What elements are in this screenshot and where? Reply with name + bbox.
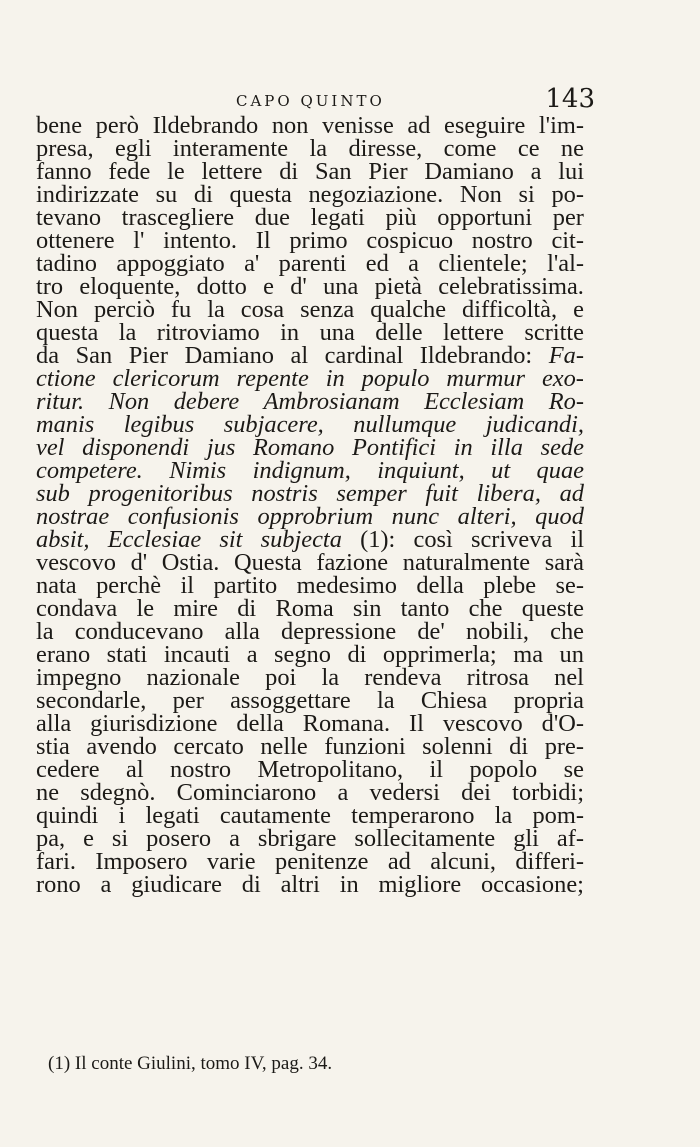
word: judicandi, <box>485 411 584 438</box>
word: popolo <box>469 756 538 783</box>
word: ad <box>407 112 431 139</box>
word: due <box>254 204 290 231</box>
text-line <box>36 413 584 436</box>
word: Cominciarono <box>176 779 317 806</box>
word: trascegliere <box>121 204 235 231</box>
word: clientele; <box>438 250 528 277</box>
word: fanno <box>36 158 92 185</box>
word: di <box>279 158 299 185</box>
word: sub <box>36 480 70 507</box>
word: (1): <box>360 526 396 553</box>
word: tadino <box>36 250 97 277</box>
word: questa <box>229 181 292 208</box>
word: d' <box>290 273 307 300</box>
word: populo <box>361 365 430 392</box>
word: difficoltà, <box>462 296 558 323</box>
word: fari. <box>36 848 76 875</box>
word: Non <box>459 181 502 208</box>
word: ottenere <box>36 227 115 254</box>
word: dei <box>461 779 491 806</box>
word: posero <box>146 825 212 852</box>
word: a <box>246 641 258 668</box>
word: alteri, <box>457 503 517 530</box>
word: e <box>573 296 584 323</box>
word: Ostia. <box>161 549 220 576</box>
word: tro <box>36 273 64 300</box>
text-line <box>36 781 584 804</box>
word: repente <box>236 365 309 392</box>
text-line <box>36 183 584 206</box>
word: al <box>126 756 144 783</box>
word: pietà <box>374 273 422 300</box>
word: della <box>416 572 464 599</box>
word: eseguire <box>444 112 526 139</box>
word: differi- <box>515 848 584 875</box>
word: fu <box>170 296 192 323</box>
text-line <box>36 298 584 321</box>
word: sit <box>219 526 243 553</box>
word: se <box>563 756 584 783</box>
word: da <box>36 342 60 369</box>
word: ad <box>387 848 411 875</box>
word: sollecitamente <box>354 825 496 852</box>
word: Nimis <box>169 457 227 484</box>
word: cedere <box>36 756 100 783</box>
text-line <box>36 620 584 643</box>
text-line <box>36 528 584 551</box>
word: semper <box>336 480 407 507</box>
text-line <box>36 160 584 183</box>
text-line <box>36 321 584 344</box>
word: se- <box>555 572 584 599</box>
text-line <box>36 367 584 390</box>
word: Ildebrando: <box>419 342 533 369</box>
word: ritroviamo <box>156 319 260 346</box>
word: a <box>408 250 419 277</box>
word: exo- <box>541 365 584 392</box>
word: migliore <box>378 871 462 898</box>
word: Ambrosianam <box>263 388 400 415</box>
word: sarà <box>544 549 584 576</box>
word: a <box>100 871 112 898</box>
word: in <box>325 365 345 392</box>
word: ad <box>559 480 584 507</box>
word: più <box>385 204 417 231</box>
word: solenni <box>422 733 493 760</box>
word: funzioni <box>324 733 406 760</box>
text-line <box>36 850 584 873</box>
word: sdegnò. <box>80 779 156 806</box>
word: gli <box>513 825 539 852</box>
page-number: 143 <box>545 84 595 114</box>
word: nostrae <box>36 503 110 530</box>
word: absit, <box>36 526 90 553</box>
word: debere <box>173 388 240 415</box>
word: af- <box>556 825 584 852</box>
word: fuit <box>425 480 458 507</box>
word: secondarle, <box>36 687 147 714</box>
word: Pier <box>128 342 169 369</box>
word: primo <box>289 227 348 254</box>
word: a <box>229 825 240 852</box>
word: Ildebrando <box>152 112 259 139</box>
word: Non <box>36 296 79 323</box>
word: progenitoribus <box>88 480 233 507</box>
word: una <box>323 273 359 300</box>
word: Ro- <box>548 388 584 415</box>
word: ritrosa <box>466 664 529 691</box>
word: Romano <box>253 434 335 461</box>
word: nostris <box>251 480 318 507</box>
word: legibus <box>123 411 195 438</box>
word: Damiano <box>184 342 274 369</box>
word: perciò <box>93 296 155 323</box>
word: la <box>376 687 395 714</box>
word: tevano <box>36 204 102 231</box>
word: inquiunt, <box>377 457 465 484</box>
word: pa, <box>36 825 66 852</box>
word: Il <box>255 227 271 254</box>
word: nostro <box>471 227 533 254</box>
word: ctione <box>36 365 96 392</box>
word: alcuni, <box>430 848 496 875</box>
word: su <box>155 181 178 208</box>
word: Il <box>409 710 424 737</box>
word: la <box>494 802 513 829</box>
word: senza <box>300 296 355 323</box>
text-line <box>36 735 584 758</box>
word: opprobrium <box>257 503 374 530</box>
text-line <box>36 643 584 666</box>
word: Metropolitano, <box>257 756 404 783</box>
word: come <box>443 135 497 162</box>
text-line <box>36 275 584 298</box>
word: il <box>429 756 444 783</box>
word: fede <box>108 158 151 185</box>
word: interamente <box>172 135 289 162</box>
word: cercato <box>173 733 244 760</box>
text-line <box>36 505 584 528</box>
word: di <box>509 733 529 760</box>
word: la <box>321 664 340 691</box>
word: nelle <box>260 733 308 760</box>
word: queste <box>521 595 584 622</box>
word: al <box>290 342 309 369</box>
word: condava <box>36 595 118 622</box>
word: varie <box>206 848 256 875</box>
word: l' <box>133 227 145 254</box>
running-title: CAPO QUINTO <box>236 92 385 110</box>
word: partito <box>213 572 278 599</box>
word: di <box>237 595 257 622</box>
word: naturalmente <box>402 549 531 576</box>
word: cosa <box>240 296 285 323</box>
word: per <box>172 687 204 714</box>
word: delle <box>375 319 423 346</box>
word: alla <box>224 618 260 645</box>
word: sede <box>540 434 584 461</box>
word: vescovo <box>36 549 116 576</box>
text-line <box>36 689 584 712</box>
word: sbrigare <box>257 825 337 852</box>
word: però <box>95 112 139 139</box>
word: San <box>75 342 113 369</box>
word: opprimerla; <box>382 641 497 668</box>
word: ed <box>365 250 389 277</box>
text-line <box>36 597 584 620</box>
word: libera, <box>476 480 541 507</box>
word: ut <box>491 457 511 484</box>
word: propria <box>513 687 584 714</box>
word: po- <box>551 181 584 208</box>
word: i <box>118 802 126 829</box>
word: non <box>271 112 309 139</box>
text-line <box>36 436 584 459</box>
word: quod <box>535 503 584 530</box>
word: a' <box>244 250 260 277</box>
word: la <box>207 296 225 323</box>
word: che <box>468 595 503 622</box>
word: tanto <box>400 595 450 622</box>
word: ritur. <box>36 388 85 415</box>
word: a <box>530 158 542 185</box>
word: rendeva <box>364 664 442 691</box>
word: Pontifici <box>352 434 436 461</box>
word: diresse, <box>348 135 423 162</box>
word: avendo <box>86 733 157 760</box>
word: Non <box>108 388 150 415</box>
word: questa <box>36 319 99 346</box>
word: il <box>180 572 195 599</box>
word: depressione <box>281 618 397 645</box>
word: rono <box>36 871 81 898</box>
word: opportuni <box>437 204 533 231</box>
word: Questa <box>234 549 302 576</box>
word: vescovo <box>442 710 523 737</box>
text-line <box>36 666 584 689</box>
word: ne <box>560 135 584 162</box>
word: un <box>559 641 584 668</box>
word: presa, <box>36 135 94 162</box>
word: stati <box>106 641 148 668</box>
word: illa <box>490 434 523 461</box>
word: d' <box>130 549 148 576</box>
word: indignum, <box>252 457 351 484</box>
word: eloquente, <box>79 273 181 300</box>
text-line <box>36 229 584 252</box>
text-line <box>36 551 584 574</box>
word: Chiesa <box>420 687 488 714</box>
word: plebe <box>483 572 537 599</box>
word: jus <box>206 434 236 461</box>
word: una <box>319 319 355 346</box>
word: temperarono <box>351 802 475 829</box>
word: Ecclesiam <box>424 388 525 415</box>
word: lettere <box>201 158 263 185</box>
word: nobili, <box>465 618 529 645</box>
text-line <box>36 114 584 137</box>
word: le <box>167 158 185 185</box>
word: segno <box>274 641 331 668</box>
word: ma <box>513 641 544 668</box>
word: legati <box>145 802 200 829</box>
word: subjecta <box>260 526 342 553</box>
word: così <box>413 526 453 553</box>
word: e <box>263 273 274 300</box>
text-line <box>36 712 584 735</box>
word: occasione; <box>480 871 584 898</box>
text-line <box>36 459 584 482</box>
word: nel <box>554 664 584 691</box>
word: d'O- <box>541 710 584 737</box>
word: disponendi <box>82 434 190 461</box>
text-line <box>36 206 584 229</box>
word: celebratissima. <box>438 273 584 300</box>
text-line <box>36 758 584 781</box>
word: penitenze <box>275 848 369 875</box>
word: l'im- <box>538 112 584 139</box>
word: per <box>552 204 584 231</box>
word: cospicuo <box>366 227 454 254</box>
word: nata <box>36 572 77 599</box>
word: confusionis <box>127 503 239 530</box>
word: giudicare <box>131 871 222 898</box>
text-line <box>36 827 584 850</box>
word: competere. <box>36 457 143 484</box>
word: manis <box>36 411 95 438</box>
word: de' <box>417 618 445 645</box>
word: si <box>111 825 129 852</box>
word: assoggettare <box>230 687 351 714</box>
word: e <box>83 825 94 852</box>
word: cautamente <box>219 802 331 829</box>
word: la <box>118 319 137 346</box>
word: quae <box>536 457 584 484</box>
word: conducevano <box>74 618 204 645</box>
word: lui <box>558 158 584 185</box>
word: lettere <box>443 319 504 346</box>
word: nazionale <box>146 664 240 691</box>
word: nullumque <box>353 411 457 438</box>
word: medesimo <box>296 572 397 599</box>
word: ne <box>36 779 60 806</box>
word: pom- <box>532 802 584 829</box>
text-line <box>36 804 584 827</box>
word: in <box>453 434 473 461</box>
word: giurisdizione <box>90 710 218 737</box>
word: cardinal <box>324 342 404 369</box>
word: cit- <box>551 227 584 254</box>
word: vel <box>36 434 65 461</box>
text-line <box>36 873 584 896</box>
text-line <box>36 574 584 597</box>
word: subjacere, <box>223 411 324 438</box>
word: qualche <box>370 296 447 323</box>
word: pre- <box>544 733 584 760</box>
word: nunc <box>391 503 440 530</box>
word: Imposero <box>95 848 188 875</box>
page-header <box>36 86 595 114</box>
word: stia <box>36 733 70 760</box>
word: clericorum <box>112 365 220 392</box>
word: l'al- <box>547 250 584 277</box>
word: in <box>280 319 300 346</box>
word: parenti <box>278 250 347 277</box>
word: mire <box>173 595 219 622</box>
word: Damiano <box>424 158 514 185</box>
word: torbidi; <box>512 779 584 806</box>
word: si <box>518 181 535 208</box>
word: venisse <box>322 112 394 139</box>
word: poi <box>265 664 297 691</box>
word: a <box>337 779 349 806</box>
word: sin <box>352 595 382 622</box>
word: San <box>314 158 352 185</box>
word: negoziazione. <box>308 181 444 208</box>
word: intento. <box>163 227 237 254</box>
word: che <box>550 618 584 645</box>
text-line <box>36 390 584 413</box>
word: di <box>241 871 261 898</box>
word: nostro <box>170 756 232 783</box>
text-line <box>36 344 584 367</box>
word: Ecclesiae <box>107 526 202 553</box>
word: incauti <box>163 641 231 668</box>
word: murmur <box>446 365 525 392</box>
word: egli <box>114 135 152 162</box>
word: vedersi <box>369 779 440 806</box>
word: altri <box>280 871 320 898</box>
text-line <box>36 252 584 275</box>
word: bene <box>36 112 83 139</box>
text-line <box>36 482 584 505</box>
word: di <box>347 641 367 668</box>
word: impegno <box>36 664 122 691</box>
footnote: (1) Il conte Giulini, tomo IV, pag. 34. <box>48 1053 333 1074</box>
word: scriveva <box>470 526 553 553</box>
word: scritte <box>524 319 584 346</box>
text-line <box>36 137 584 160</box>
word: Roma <box>275 595 334 622</box>
word: dotto <box>196 273 247 300</box>
word: alla <box>36 710 72 737</box>
word: Fa- <box>548 342 584 369</box>
word: il <box>570 526 584 553</box>
word: appoggiato <box>116 250 225 277</box>
body-text <box>36 114 584 896</box>
word: la <box>36 618 54 645</box>
word: della <box>236 710 284 737</box>
word: di <box>193 181 213 208</box>
word: erano <box>36 641 91 668</box>
word: ce <box>517 135 540 162</box>
word: perchè <box>96 572 162 599</box>
word: le <box>136 595 155 622</box>
word: in <box>339 871 359 898</box>
word: indirizzate <box>36 181 139 208</box>
word: Pier <box>368 158 408 185</box>
word: Romana. <box>302 710 391 737</box>
word: la <box>309 135 328 162</box>
word: quindi <box>36 802 99 829</box>
word: legati <box>310 204 365 231</box>
word: fazione <box>316 549 389 576</box>
